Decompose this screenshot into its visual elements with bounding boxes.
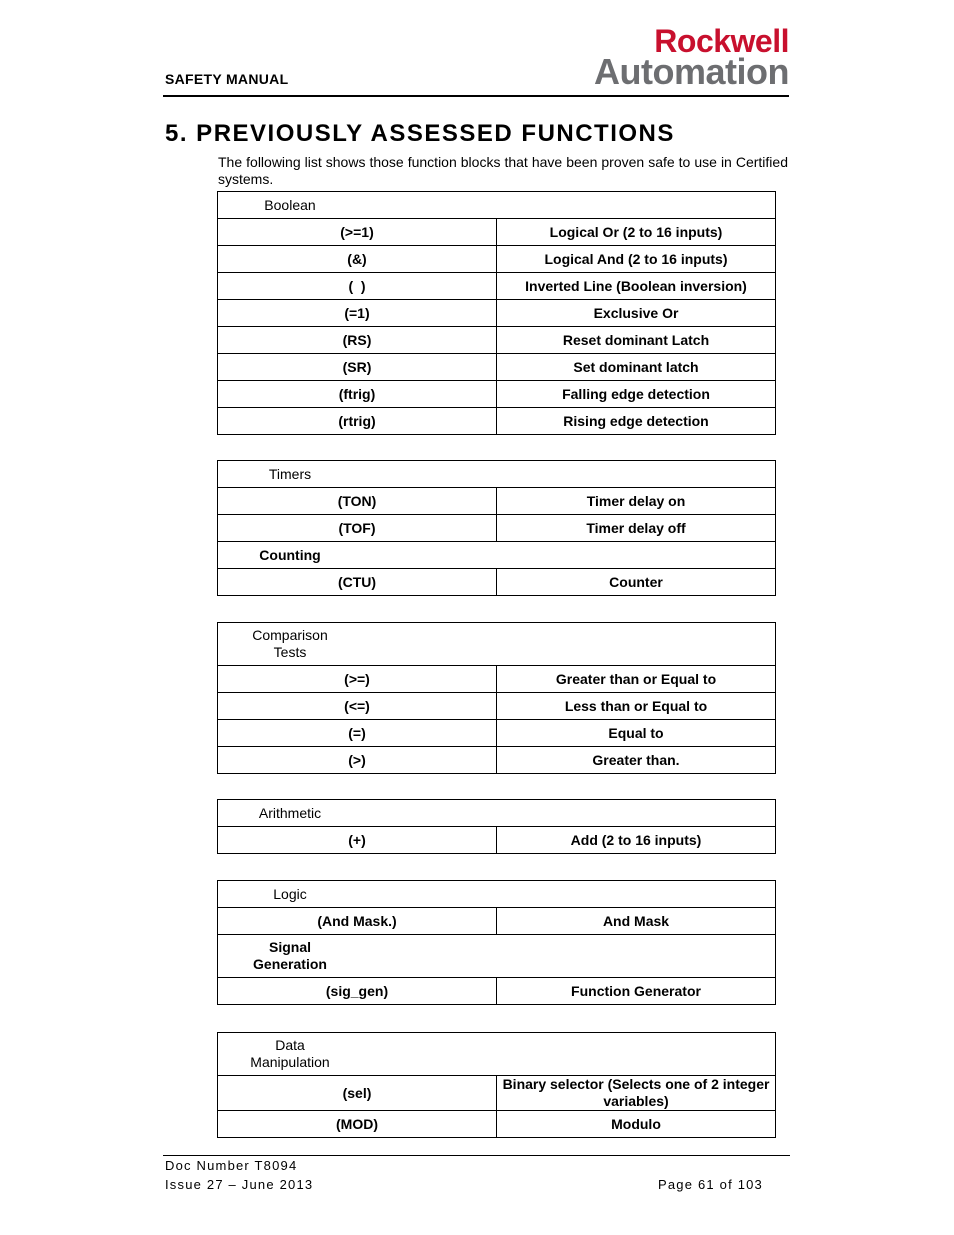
function-code: (>)	[218, 747, 497, 774]
timers-table	[217, 460, 776, 596]
header-label: SAFETY MANUAL	[165, 71, 289, 87]
table-row	[218, 273, 776, 300]
category-label: Arithmetic	[258, 804, 322, 821]
table-category-row	[218, 881, 776, 908]
comparison-tests-table	[217, 622, 776, 774]
logo-line-2: Automation	[594, 51, 789, 92]
subcategory-label-line-1: Signal	[268, 939, 311, 955]
boolean-table	[217, 191, 776, 435]
logic-table	[217, 880, 776, 1005]
function-description: Timer delay on	[497, 488, 776, 515]
logo-line-1: Rockwell	[654, 23, 789, 59]
function-description: Set dominant latch	[497, 354, 776, 381]
function-description: Greater than or Equal to	[497, 666, 776, 693]
rockwell-automation-logo	[553, 23, 789, 92]
category-label-line-1: Comparison	[252, 627, 328, 643]
subcategory-label-line-2: Generation	[253, 956, 327, 972]
table-row	[218, 827, 776, 854]
footer-page-number: Page 61 of 103	[658, 1177, 763, 1192]
function-description: Add (2 to 16 inputs)	[497, 827, 776, 854]
function-description: And Mask	[497, 908, 776, 935]
table-row	[218, 488, 776, 515]
function-code: (RS)	[218, 327, 497, 354]
function-code: (>=)	[218, 666, 497, 693]
table-category-row	[218, 623, 776, 666]
category-label-line-2: Tests	[273, 644, 307, 660]
table-row	[218, 300, 776, 327]
table-row	[218, 327, 776, 354]
table-row	[218, 515, 776, 542]
arithmetic-table	[217, 799, 776, 854]
function-description: Function Generator	[497, 978, 776, 1005]
table-row	[218, 408, 776, 435]
function-description: Exclusive Or	[497, 300, 776, 327]
data-manipulation-table	[217, 1032, 776, 1138]
function-code: (TOF)	[218, 515, 497, 542]
function-description: Inverted Line (Boolean inversion)	[497, 273, 776, 300]
function-code: (<=)	[218, 693, 497, 720]
footer-rule	[163, 1155, 790, 1156]
table-row	[218, 569, 776, 596]
function-code: (>=1)	[218, 219, 497, 246]
function-description: Logical Or (2 to 16 inputs)	[497, 219, 776, 246]
table-subcategory-row	[218, 542, 776, 569]
table-row	[218, 908, 776, 935]
table-row	[218, 219, 776, 246]
function-description: Reset dominant Latch	[497, 327, 776, 354]
table-row	[218, 720, 776, 747]
table-row	[218, 354, 776, 381]
function-description: Modulo	[497, 1111, 776, 1138]
category-label	[222, 1037, 358, 1071]
function-code: (MOD)	[218, 1111, 497, 1138]
function-description: Greater than.	[497, 747, 776, 774]
function-description: Equal to	[497, 720, 776, 747]
function-code: (rtrig)	[218, 408, 497, 435]
section-title: 5. PREVIOUSLY ASSESSED FUNCTIONS	[165, 120, 675, 147]
category-label: Boolean	[264, 196, 316, 213]
footer-doc-number: Doc Number T8094	[165, 1158, 298, 1173]
table-row	[218, 693, 776, 720]
function-code: (sig_gen)	[218, 978, 497, 1005]
table-category-row	[218, 192, 776, 219]
function-description: Logical And (2 to 16 inputs)	[497, 246, 776, 273]
function-description: Timer delay off	[497, 515, 776, 542]
category-label-line-1: Data	[275, 1037, 305, 1053]
table-subcategory-row	[218, 935, 776, 978]
function-code: (+)	[218, 827, 497, 854]
footer-issue: Issue 27 – June 2013	[165, 1177, 314, 1192]
intro-paragraph: The following list shows those function blocks that have been proven safe to use in Certified systems.	[218, 154, 788, 187]
table-category-row	[218, 461, 776, 488]
table-row	[218, 381, 776, 408]
table-row	[218, 978, 776, 1005]
table-row	[218, 747, 776, 774]
function-code: (sel)	[218, 1076, 497, 1111]
function-description: Binary selector (Selects one of 2 integer variables)	[497, 1076, 776, 1111]
function-code: (=1)	[218, 300, 497, 327]
category-label	[222, 627, 358, 661]
subcategory-label	[222, 939, 358, 973]
function-code: (SR)	[218, 354, 497, 381]
function-code: (&)	[218, 246, 497, 273]
header-rule	[163, 95, 789, 97]
category-label: Timers	[268, 465, 312, 482]
function-code: (TON)	[218, 488, 497, 515]
table-row	[218, 246, 776, 273]
function-description: Less than or Equal to	[497, 693, 776, 720]
function-code: ( )	[218, 273, 497, 300]
function-code: (=)	[218, 720, 497, 747]
function-code: (And Mask.)	[218, 908, 497, 935]
function-description: Falling edge detection	[497, 381, 776, 408]
table-category-row	[218, 800, 776, 827]
category-label-line-2: Manipulation	[250, 1054, 330, 1070]
function-code: (CTU)	[218, 569, 497, 596]
table-category-row	[218, 1033, 776, 1076]
subcategory-label: Counting	[259, 546, 321, 563]
table-row	[218, 1111, 776, 1138]
category-label: Logic	[273, 885, 307, 902]
function-description: Rising edge detection	[497, 408, 776, 435]
function-description: Counter	[497, 569, 776, 596]
table-row	[218, 666, 776, 693]
table-row	[218, 1076, 776, 1111]
function-code: (ftrig)	[218, 381, 497, 408]
